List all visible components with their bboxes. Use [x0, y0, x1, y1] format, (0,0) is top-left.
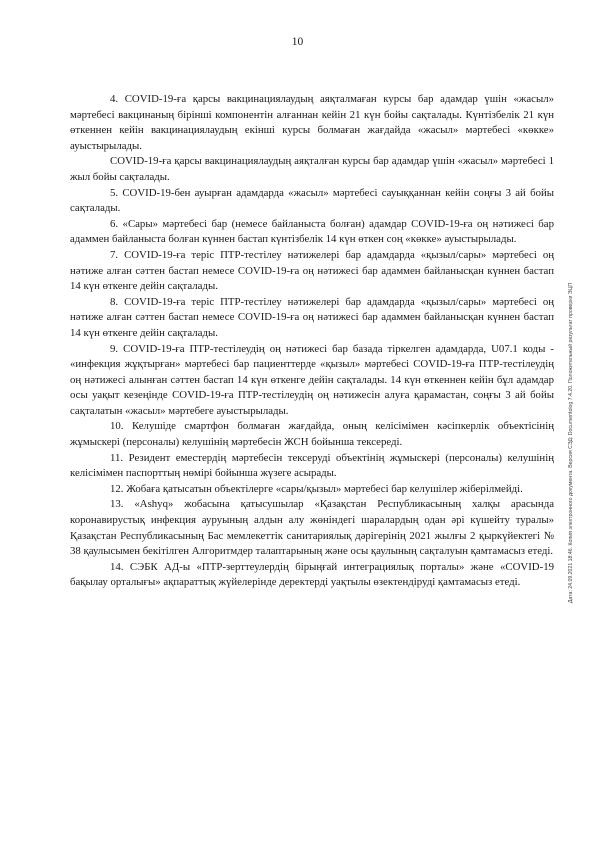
- paragraph-item-14: 14. СЭБК АД-ы «ПТР-зерттеулердің бірыңғай интеграциялық порталы» және «COVID-19 бақылау орталығы» ақпараттық жүйелерінде деректерді уақтылы өзектендіруді қамтамасыз етеді.: [70, 560, 554, 589]
- document-body: [70, 92, 554, 591]
- paragraph-item-6: 6. «Сары» мәртебесі бар (немесе байланыста болған) адамдар COVID-19-ға оң нәтижесі бар адаммен байланыста болған күннен бастап күнтізбелік 14 күн өткен соң «көкке» ауыстырылады.: [70, 217, 554, 246]
- page-number: 10: [291, 36, 304, 48]
- paragraph-item-13: 13. «Ashyq» жобасына қатысушылар «Қазақстан Республикасының халқы арасында коронавирустық инфекция ауруының алдын алу жөніндегі шаралардың одан әрі күшейту туралы» Қазақстан Республикасының Бас мемлекеттік санитариялық дәрігерінің 2021 жылғы 2 қыркүйектегі № 38 қаулысымен бекітілген Алгоритмдер талаптарының және осы қаулының сақталуын қамтамасыз етеді.: [70, 498, 554, 558]
- paragraph-item-5: 5. COVID-19-бен ауырған адамдарда «жасыл» мәртебесі сауыққаннан кейін соңғы 3 ай бойы сақталады.: [70, 186, 554, 215]
- paragraph-item-7: 7. COVID-19-ға теріс ПТР-тестілеу нәтижелері бар адамдарда «қызыл/сары» мәртебесі оң нәтиже алған сәттен бастап немесе COVID-19-ға оң нәтижесі бар адаммен байланысқан күннен бастап 14 күн өткенге дейін сақталады.: [70, 248, 554, 293]
- paragraph-item-4: 4. COVID-19-ға қарсы вакцинациялаудың аяқталмаған курсы бар адамдар үшін «жасыл» мәртебесі вакцинаның бірінші компонентін алғаннан кейін 21 күн бойы сақталады. Күнтізбелік 21 күн өткеннен кейін вакцинациялаудың екінші курсы болмаған жағдайда «жасыл» мәртебесі «көкке» ауыстырылады.: [70, 93, 554, 152]
- document-verification-stamp: Дата: 24.09.2021 18:46. Копия электронного документа. Версия СЭД: Documentolog 7.4.20. Положительный результат проверки ЭЦП: [568, 282, 574, 604]
- paragraph-item-4-continued: COVID-19-ға қарсы вакцинациялаудың аяқталған курсы бар адамдар үшін «жасыл» мәртебесі 1 жыл бойы сақталады.: [70, 155, 554, 183]
- paragraph-item-12: 12. Жобаға қатысатын объектілерге «сары/қызыл» мәртебесі бар келушілер жіберілмейді.: [110, 482, 523, 495]
- paragraph-item-9: 9. COVID-19-ға ПТР-тестілеудің оң нәтижесі бар базада тіркелген адамдарда, U07.1 коды - «инфекция жұқтырған» мәртебесі бар пациенттерде «қызыл» мәртебесі COVID-19-ға ПТР-тестілеудің оң нәтижесі алынған сәттен бастап 14 күн өткенге дейін сақталады. 14 күн өткеннен кейін бұл адамдар осы уақыт кезеңінде COVID-19-ға ПТР-тестілеудің оң нәтижесін алуға қарамастан, соңғы 3 ай бойы сақталатын «жасыл» мәртебеге ауыстырылады.: [70, 342, 554, 417]
- paragraph-item-8: 8. COVID-19-ға теріс ПТР-тестілеу нәтижелері бар адамдарда «қызыл/сары» мәртебесі оң нәтиже алған сәттен бастап немесе COVID-19-ға оң нәтижесі бар адаммен байланысқан күннен бастап 14 күн өткенге дейін сақталады.: [70, 295, 554, 339]
- paragraph-item-11: 11. Резидент еместердің мәртебесін тексеруді объектінің жұмыскері (персоналы) келушінің келісімімен паспорттың нөмірі бойынша жүзеге асырады.: [70, 451, 554, 480]
- paragraph-item-10: 10. Келушіде смартфон болмаған жағдайда, оның келісімімен кәсіпкерлік объектісінің жұмыскері (персоналы) келушінің мәртебесін ЖСН бойынша тексереді.: [70, 420, 554, 449]
